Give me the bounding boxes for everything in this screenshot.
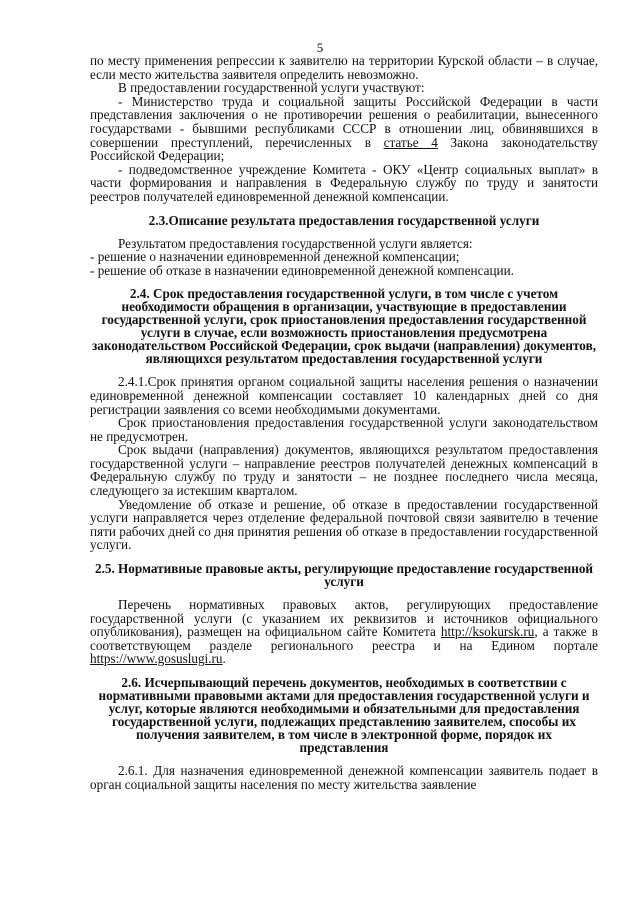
paragraph [90,598,598,666]
paragraph: - решение о назначении единовременной денежной компенсации; [90,249,460,265]
paragraph: Результатом предоставления государственной услуги является: [118,235,473,251]
paragraph: по месту применения репрессии к заявителю на территории Курской области – в случае, если место жительства заявителя определить невозможно. [90,53,598,82]
paragraph: Уведомление об отказе и решение, об отказе в предоставлении государственной услуги направляется через отделение федеральной почтовой связи заявителю в течение пяти рабочих дней со дня принятия решения об отказе в предоставлении государственной услуги. [90,496,598,553]
paragraph-text: - Министерство труда и социальной защиты Российской Федерации в части представления заключения о не противоречии решения о реабилитации, вынесенного государствами - бывшими республиками СССР в отношении лиц, обвинявшихся в совершении преступлений, перечисленных в [90,93,598,150]
page-number: 5 [316,40,324,55]
paragraph: Срок приостановления предоставления государственной услуги законодательством не предусмотрен. [90,415,598,444]
gosuslugi-link[interactable]: https://www.gosuslugi.ru [90,651,223,667]
section-heading-2-4: 2.4. Срок предоставления государственной услуги, в том числе с учетом необходимости обращения в организации, участвующие в предоставлении государственной услуги, срок приостановления предоставления государственной услуги в случае, если возможность приостановления предусмотрена законодательством Российской Федерации, срок выдачи (направления) документов, являющихся результатом предоставления государственной услуги [91,286,596,367]
paragraph [90,95,598,163]
section-heading-2-5: 2.5. Нормативные правовые акты, регулирующие предоставление государственной услуги [94,561,594,590]
paragraph-text: , а также в соответствующем разделе регионального реестра и на Едином портале [90,624,598,653]
document-body [90,54,598,791]
law-article-link[interactable]: статье 4 [383,134,438,150]
section-heading-2-6: 2.6. Исчерпывающий перечень документов, необходимых в соответствии с нормативными правовыми актами для предоставления государственной услуги и услуг, которые являются необходимыми и обязательными для предоставления государственной услуги, подлежащих представлению заявителем, способы их получения заявителем, в том числе в электронной форме, порядок их представления [98,675,590,755]
ksokursk-link[interactable]: http://ksokursk.ru [440,624,535,640]
paragraph-text: Закона законодательству Российской Федерации; [90,134,599,164]
section-heading-2-3: 2.3.Описание результата предоставления государственной услуги [148,212,540,228]
paragraph-text: Перечень нормативных правовых актов, регулирующих предоставление государственной услуги (с указанием их реквизитов и источников официального опубликования), размещен на официальном сайте Комитета [90,597,598,640]
paragraph-text: . [222,651,226,667]
paragraph: 2.6.1. Для назначения единовременной денежной компенсации заявитель подает в орган социальной защиты населения по месту жительства заявление [90,763,598,792]
paragraph: В предоставлении государственной услуги участвуют: [118,80,425,96]
paragraph: Срок выдачи (направления) документов, являющихся результатом предоставления государственной услуги – направление реестров получателей денежных компенсаций в Федеральную службу по труду и занятости – не позднее последнего числа месяца, следующего за истекшим кварталом. [90,442,598,499]
paragraph: - подведомственное учреждение Комитета - ОКУ «Центр социальных выплат» в части формирования и направления в Федеральную службу по труду и занятости реестров получателей единовременной денежной компенсации. [90,161,598,204]
paragraph: 2.4.1.Срок принятия органом социальной защиты населения решения о назначении единовременной денежной компенсации составляет 10 календарных дней со дня регистрации заявления со всеми необходимыми документами. [90,374,598,417]
paragraph: - решение об отказе в назначении единовременной денежной компенсации. [90,262,514,278]
